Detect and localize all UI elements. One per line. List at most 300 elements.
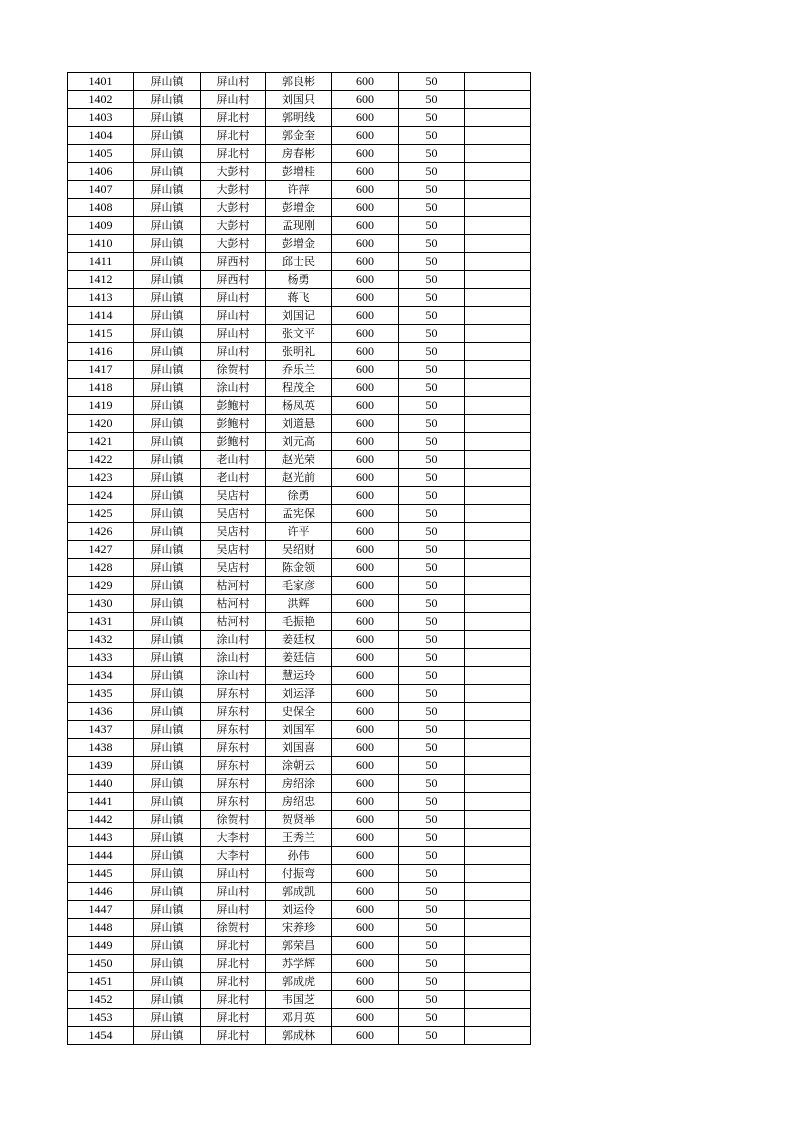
note-cell (465, 577, 531, 595)
note-cell (465, 685, 531, 703)
amount-cell: 600 (332, 937, 399, 955)
town-cell: 屏山镇 (134, 829, 201, 847)
value-cell: 50 (399, 829, 465, 847)
name-cell: 吴绍财 (266, 541, 332, 559)
amount-cell: 600 (332, 217, 399, 235)
note-cell (465, 199, 531, 217)
village-cell: 屏山村 (201, 325, 266, 343)
amount-cell: 600 (332, 775, 399, 793)
amount-cell: 600 (332, 739, 399, 757)
table-row (68, 775, 531, 793)
town-cell: 屏山镇 (134, 757, 201, 775)
town-cell: 屏山镇 (134, 775, 201, 793)
name-cell: 刘国只 (266, 91, 332, 109)
note-cell (465, 1027, 531, 1045)
row-number-cell: 1408 (68, 199, 134, 217)
value-cell: 50 (399, 397, 465, 415)
name-cell: 程茂全 (266, 379, 332, 397)
village-cell: 吴店村 (201, 523, 266, 541)
amount-cell: 600 (332, 631, 399, 649)
village-cell: 枯河村 (201, 577, 266, 595)
row-number-cell: 1443 (68, 829, 134, 847)
village-cell: 屏西村 (201, 253, 266, 271)
village-cell: 屏北村 (201, 109, 266, 127)
name-cell: 史保全 (266, 703, 332, 721)
name-cell: 彭增桂 (266, 163, 332, 181)
name-cell: 洪辉 (266, 595, 332, 613)
name-cell: 刘元高 (266, 433, 332, 451)
note-cell (465, 235, 531, 253)
table-row (68, 523, 531, 541)
amount-cell: 600 (332, 289, 399, 307)
note-cell (465, 865, 531, 883)
town-cell: 屏山镇 (134, 577, 201, 595)
town-cell: 屏山镇 (134, 613, 201, 631)
amount-cell: 600 (332, 145, 399, 163)
row-number-cell: 1453 (68, 1009, 134, 1027)
table-row (68, 127, 531, 145)
amount-cell: 600 (332, 757, 399, 775)
town-cell: 屏山镇 (134, 937, 201, 955)
amount-cell: 600 (332, 379, 399, 397)
row-number-cell: 1411 (68, 253, 134, 271)
row-number-cell: 1406 (68, 163, 134, 181)
name-cell: 孟宪保 (266, 505, 332, 523)
value-cell: 50 (399, 955, 465, 973)
row-number-cell: 1447 (68, 901, 134, 919)
village-cell: 老山村 (201, 451, 266, 469)
note-cell (465, 451, 531, 469)
name-cell: 彭增金 (266, 199, 332, 217)
note-cell (465, 811, 531, 829)
row-number-cell: 1410 (68, 235, 134, 253)
town-cell: 屏山镇 (134, 991, 201, 1009)
table-row (68, 541, 531, 559)
row-number-cell: 1413 (68, 289, 134, 307)
table-row (68, 901, 531, 919)
table-row (68, 73, 531, 91)
row-number-cell: 1418 (68, 379, 134, 397)
village-cell: 屏东村 (201, 685, 266, 703)
row-number-cell: 1423 (68, 469, 134, 487)
row-number-cell: 1424 (68, 487, 134, 505)
table-row (68, 883, 531, 901)
name-cell: 房绍涂 (266, 775, 332, 793)
value-cell: 50 (399, 757, 465, 775)
amount-cell: 600 (332, 703, 399, 721)
value-cell: 50 (399, 595, 465, 613)
value-cell: 50 (399, 163, 465, 181)
note-cell (465, 721, 531, 739)
name-cell: 刘国喜 (266, 739, 332, 757)
town-cell: 屏山镇 (134, 883, 201, 901)
value-cell: 50 (399, 307, 465, 325)
row-number-cell: 1448 (68, 919, 134, 937)
amount-cell: 600 (332, 199, 399, 217)
row-number-cell: 1433 (68, 649, 134, 667)
village-cell: 吴店村 (201, 505, 266, 523)
town-cell: 屏山镇 (134, 397, 201, 415)
note-cell (465, 847, 531, 865)
table-row (68, 793, 531, 811)
amount-cell: 600 (332, 469, 399, 487)
row-number-cell: 1428 (68, 559, 134, 577)
row-number-cell: 1431 (68, 613, 134, 631)
town-cell: 屏山镇 (134, 649, 201, 667)
table-row (68, 271, 531, 289)
amount-cell: 600 (332, 721, 399, 739)
note-cell (465, 901, 531, 919)
note-cell (465, 217, 531, 235)
amount-cell: 600 (332, 865, 399, 883)
value-cell: 50 (399, 973, 465, 991)
value-cell: 50 (399, 739, 465, 757)
name-cell: 邓月英 (266, 1009, 332, 1027)
name-cell: 孙伟 (266, 847, 332, 865)
village-cell: 屏山村 (201, 883, 266, 901)
amount-cell: 600 (332, 883, 399, 901)
value-cell: 50 (399, 649, 465, 667)
note-cell (465, 595, 531, 613)
note-cell (465, 397, 531, 415)
village-cell: 彭鲍村 (201, 433, 266, 451)
table-row (68, 325, 531, 343)
table-row (68, 487, 531, 505)
village-cell: 彭鲍村 (201, 397, 266, 415)
amount-cell: 600 (332, 235, 399, 253)
table-row (68, 649, 531, 667)
table-row (68, 397, 531, 415)
table-row (68, 937, 531, 955)
town-cell: 屏山镇 (134, 325, 201, 343)
note-cell (465, 649, 531, 667)
table-row (68, 865, 531, 883)
table-row (68, 973, 531, 991)
name-cell: 郭成林 (266, 1027, 332, 1045)
row-number-cell: 1438 (68, 739, 134, 757)
table-row (68, 361, 531, 379)
row-number-cell: 1432 (68, 631, 134, 649)
table-row (68, 343, 531, 361)
amount-cell: 600 (332, 829, 399, 847)
name-cell: 郭明线 (266, 109, 332, 127)
note-cell (465, 775, 531, 793)
table-row (68, 163, 531, 181)
amount-cell: 600 (332, 487, 399, 505)
amount-cell: 600 (332, 271, 399, 289)
note-cell (465, 829, 531, 847)
value-cell: 50 (399, 919, 465, 937)
table-row (68, 181, 531, 199)
table-row (68, 703, 531, 721)
village-cell: 大彭村 (201, 217, 266, 235)
name-cell: 陈金领 (266, 559, 332, 577)
town-cell: 屏山镇 (134, 217, 201, 235)
note-cell (465, 703, 531, 721)
village-cell: 屏西村 (201, 271, 266, 289)
town-cell: 屏山镇 (134, 685, 201, 703)
amount-cell: 600 (332, 181, 399, 199)
row-number-cell: 1436 (68, 703, 134, 721)
name-cell: 郭金奎 (266, 127, 332, 145)
name-cell: 彭增金 (266, 235, 332, 253)
note-cell (465, 163, 531, 181)
table-row (68, 559, 531, 577)
row-number-cell: 1415 (68, 325, 134, 343)
village-cell: 屏东村 (201, 739, 266, 757)
table-row (68, 1027, 531, 1045)
value-cell: 50 (399, 199, 465, 217)
row-number-cell: 1409 (68, 217, 134, 235)
value-cell: 50 (399, 433, 465, 451)
amount-cell: 600 (332, 433, 399, 451)
note-cell (465, 883, 531, 901)
note-cell (465, 325, 531, 343)
village-cell: 枯河村 (201, 595, 266, 613)
name-cell: 房春彬 (266, 145, 332, 163)
amount-cell: 600 (332, 253, 399, 271)
village-cell: 老山村 (201, 469, 266, 487)
value-cell: 50 (399, 883, 465, 901)
note-cell (465, 469, 531, 487)
value-cell: 50 (399, 703, 465, 721)
row-number-cell: 1425 (68, 505, 134, 523)
town-cell: 屏山镇 (134, 811, 201, 829)
village-cell: 枯河村 (201, 613, 266, 631)
value-cell: 50 (399, 181, 465, 199)
table-row (68, 289, 531, 307)
village-cell: 屏北村 (201, 127, 266, 145)
value-cell: 50 (399, 73, 465, 91)
town-cell: 屏山镇 (134, 901, 201, 919)
row-number-cell: 1414 (68, 307, 134, 325)
value-cell: 50 (399, 217, 465, 235)
row-number-cell: 1404 (68, 127, 134, 145)
name-cell: 毛家彦 (266, 577, 332, 595)
name-cell: 孟现刚 (266, 217, 332, 235)
village-cell: 屏北村 (201, 991, 266, 1009)
note-cell (465, 73, 531, 91)
town-cell: 屏山镇 (134, 73, 201, 91)
amount-cell: 600 (332, 451, 399, 469)
value-cell: 50 (399, 109, 465, 127)
town-cell: 屏山镇 (134, 505, 201, 523)
amount-cell: 600 (332, 577, 399, 595)
town-cell: 屏山镇 (134, 343, 201, 361)
village-cell: 屏东村 (201, 775, 266, 793)
village-cell: 屏东村 (201, 757, 266, 775)
row-number-cell: 1449 (68, 937, 134, 955)
row-number-cell: 1435 (68, 685, 134, 703)
row-number-cell: 1412 (68, 271, 134, 289)
value-cell: 50 (399, 865, 465, 883)
amount-cell: 600 (332, 541, 399, 559)
town-cell: 屏山镇 (134, 145, 201, 163)
table-row (68, 1009, 531, 1027)
row-number-cell: 1422 (68, 451, 134, 469)
town-cell: 屏山镇 (134, 973, 201, 991)
row-number-cell: 1439 (68, 757, 134, 775)
village-cell: 徐贺村 (201, 811, 266, 829)
note-cell (465, 145, 531, 163)
note-cell (465, 757, 531, 775)
village-cell: 吴店村 (201, 559, 266, 577)
name-cell: 徐勇 (266, 487, 332, 505)
amount-cell: 600 (332, 595, 399, 613)
value-cell: 50 (399, 451, 465, 469)
value-cell: 50 (399, 361, 465, 379)
name-cell: 邱士民 (266, 253, 332, 271)
town-cell: 屏山镇 (134, 595, 201, 613)
town-cell: 屏山镇 (134, 415, 201, 433)
village-cell: 大李村 (201, 829, 266, 847)
note-cell (465, 415, 531, 433)
town-cell: 屏山镇 (134, 379, 201, 397)
row-number-cell: 1452 (68, 991, 134, 1009)
note-cell (465, 919, 531, 937)
amount-cell: 600 (332, 523, 399, 541)
note-cell (465, 181, 531, 199)
value-cell: 50 (399, 613, 465, 631)
value-cell: 50 (399, 469, 465, 487)
note-cell (465, 343, 531, 361)
village-cell: 屏山村 (201, 865, 266, 883)
value-cell: 50 (399, 541, 465, 559)
row-number-cell: 1445 (68, 865, 134, 883)
note-cell (465, 379, 531, 397)
town-cell: 屏山镇 (134, 289, 201, 307)
table-row (68, 199, 531, 217)
row-number-cell: 1441 (68, 793, 134, 811)
name-cell: 刘道悬 (266, 415, 332, 433)
village-cell: 屏北村 (201, 1027, 266, 1045)
name-cell: 慧运玲 (266, 667, 332, 685)
town-cell: 屏山镇 (134, 631, 201, 649)
row-number-cell: 1429 (68, 577, 134, 595)
note-cell (465, 433, 531, 451)
value-cell: 50 (399, 1009, 465, 1027)
table-row (68, 631, 531, 649)
table-row (68, 433, 531, 451)
town-cell: 屏山镇 (134, 91, 201, 109)
row-number-cell: 1450 (68, 955, 134, 973)
table-row (68, 811, 531, 829)
table-row (68, 667, 531, 685)
row-number-cell: 1446 (68, 883, 134, 901)
village-cell: 彭鲍村 (201, 415, 266, 433)
note-cell (465, 271, 531, 289)
village-cell: 大彭村 (201, 235, 266, 253)
value-cell: 50 (399, 577, 465, 595)
note-cell (465, 523, 531, 541)
note-cell (465, 109, 531, 127)
table-row (68, 253, 531, 271)
table-row (68, 91, 531, 109)
value-cell: 50 (399, 487, 465, 505)
value-cell: 50 (399, 901, 465, 919)
value-cell: 50 (399, 235, 465, 253)
row-number-cell: 1454 (68, 1027, 134, 1045)
table-row (68, 613, 531, 631)
amount-cell: 600 (332, 127, 399, 145)
name-cell: 赵光荣 (266, 451, 332, 469)
note-cell (465, 487, 531, 505)
amount-cell: 600 (332, 847, 399, 865)
amount-cell: 600 (332, 325, 399, 343)
village-cell: 屏山村 (201, 73, 266, 91)
value-cell: 50 (399, 289, 465, 307)
amount-cell: 600 (332, 667, 399, 685)
town-cell: 屏山镇 (134, 253, 201, 271)
amount-cell: 600 (332, 307, 399, 325)
row-number-cell: 1427 (68, 541, 134, 559)
town-cell: 屏山镇 (134, 469, 201, 487)
town-cell: 屏山镇 (134, 361, 201, 379)
village-cell: 涂山村 (201, 379, 266, 397)
note-cell (465, 1009, 531, 1027)
name-cell: 乔乐兰 (266, 361, 332, 379)
amount-cell: 600 (332, 1009, 399, 1027)
note-cell (465, 991, 531, 1009)
table-row (68, 379, 531, 397)
amount-cell: 600 (332, 919, 399, 937)
name-cell: 贺贤举 (266, 811, 332, 829)
note-cell (465, 289, 531, 307)
value-cell: 50 (399, 523, 465, 541)
table-row (68, 469, 531, 487)
value-cell: 50 (399, 775, 465, 793)
row-number-cell: 1407 (68, 181, 134, 199)
value-cell: 50 (399, 415, 465, 433)
amount-cell: 600 (332, 955, 399, 973)
row-number-cell: 1417 (68, 361, 134, 379)
town-cell: 屏山镇 (134, 487, 201, 505)
value-cell: 50 (399, 811, 465, 829)
row-number-cell: 1419 (68, 397, 134, 415)
table-row (68, 217, 531, 235)
value-cell: 50 (399, 937, 465, 955)
name-cell: 郭良彬 (266, 73, 332, 91)
town-cell: 屏山镇 (134, 793, 201, 811)
table-row (68, 307, 531, 325)
row-number-cell: 1442 (68, 811, 134, 829)
town-cell: 屏山镇 (134, 739, 201, 757)
village-cell: 涂山村 (201, 631, 266, 649)
amount-cell: 600 (332, 397, 399, 415)
row-number-cell: 1444 (68, 847, 134, 865)
village-cell: 屏山村 (201, 289, 266, 307)
value-cell: 50 (399, 505, 465, 523)
town-cell: 屏山镇 (134, 163, 201, 181)
village-cell: 徐贺村 (201, 361, 266, 379)
village-cell: 屏北村 (201, 145, 266, 163)
table-row (68, 145, 531, 163)
town-cell: 屏山镇 (134, 523, 201, 541)
note-cell (465, 739, 531, 757)
value-cell: 50 (399, 1027, 465, 1045)
village-cell: 屏东村 (201, 721, 266, 739)
amount-cell: 600 (332, 505, 399, 523)
village-cell: 涂山村 (201, 649, 266, 667)
village-cell: 大李村 (201, 847, 266, 865)
village-cell: 屏东村 (201, 703, 266, 721)
name-cell: 宋养珍 (266, 919, 332, 937)
name-cell: 郭成虎 (266, 973, 332, 991)
amount-cell: 600 (332, 1027, 399, 1045)
note-cell (465, 667, 531, 685)
row-number-cell: 1403 (68, 109, 134, 127)
name-cell: 蒋飞 (266, 289, 332, 307)
